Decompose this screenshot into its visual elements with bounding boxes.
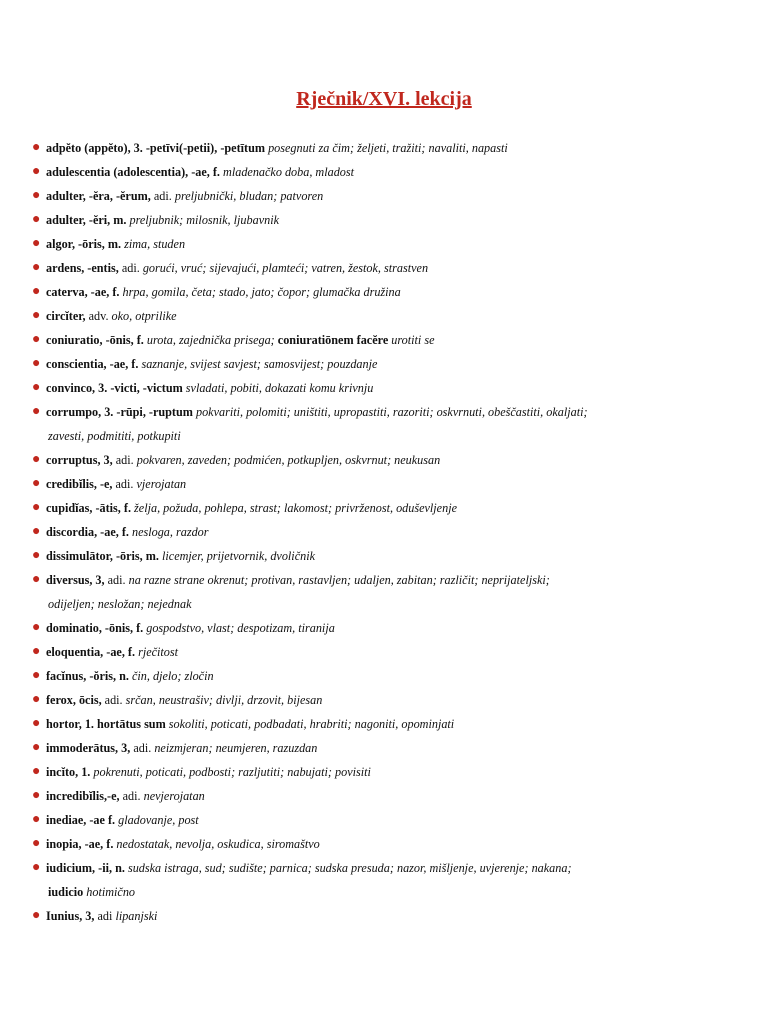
translation: pokvaren, zaveden; podmićen, potkupljen, oskvrnut; neukusan bbox=[136, 453, 441, 467]
bullet-icon: ● bbox=[32, 332, 41, 347]
bullet-icon: ● bbox=[32, 380, 41, 395]
headword: credibĭlis, -e, bbox=[46, 477, 113, 491]
grammar-tag: adi. bbox=[104, 693, 123, 707]
vocabulary-entry bbox=[30, 232, 720, 256]
vocabulary-entry bbox=[30, 352, 720, 376]
vocabulary-entry bbox=[30, 832, 720, 856]
bullet-icon: ● bbox=[32, 572, 41, 587]
translation: nedostatak, nevolja, oskudica, siromaštvo bbox=[116, 837, 320, 851]
vocabulary-entry bbox=[30, 856, 720, 904]
bullet-icon: ● bbox=[32, 620, 41, 635]
translation: preljubnik; milosnik, ljubavnik bbox=[129, 213, 279, 227]
phrase-translation: urotiti se bbox=[391, 333, 435, 347]
bullet-icon: ● bbox=[32, 668, 41, 683]
headword: ferox, ōcis, bbox=[46, 693, 102, 707]
headword: incredibĭlis,-e, bbox=[46, 789, 120, 803]
grammar-tag: adi bbox=[97, 909, 113, 923]
bullet-icon: ● bbox=[32, 140, 41, 155]
headword: facĭnus, -ŏris, n. bbox=[46, 669, 129, 683]
headword: iudicium, -ii, n. bbox=[46, 861, 125, 875]
vocabulary-entry bbox=[30, 184, 720, 208]
translation: mladenačko doba, mladost bbox=[223, 165, 355, 179]
bullet-icon: ● bbox=[32, 284, 41, 299]
vocabulary-list bbox=[30, 136, 720, 928]
translation: svladati, pobiti, dokazati komu krivnju bbox=[185, 381, 374, 395]
headword: corrumpo, 3. -rūpi, -ruptum bbox=[46, 405, 193, 419]
bullet-icon: ● bbox=[32, 404, 41, 419]
bullet-icon: ● bbox=[32, 836, 41, 851]
translation: posegnuti za čim; željeti, tražiti; navaliti, napasti bbox=[268, 141, 508, 155]
bullet-icon: ● bbox=[32, 908, 41, 923]
headword: adulter, -ĕri, m. bbox=[46, 213, 127, 227]
vocabulary-entry bbox=[30, 808, 720, 832]
page-title: Rječnik/XVI. lekcija bbox=[296, 88, 472, 110]
continuation-line bbox=[46, 592, 720, 616]
bullet-icon: ● bbox=[32, 764, 41, 779]
vocabulary-entry bbox=[30, 208, 720, 232]
translation: pokvariti, polomiti; uništiti, upropastiti, razoriti; oskvrnuti, obeščastiti, okaljati; bbox=[195, 405, 588, 419]
translation-continued: odijeljen; nesložan; nejednak bbox=[48, 597, 192, 611]
vocabulary-entry bbox=[30, 712, 720, 736]
bullet-icon: ● bbox=[32, 260, 41, 275]
grammar-tag: adi. bbox=[115, 477, 134, 491]
translation: sudska istraga, sud; sudište; parnica; sudska presuda; nazor, mišljenje, uvjerenje; nakana; bbox=[127, 861, 572, 875]
vocabulary-entry bbox=[30, 736, 720, 760]
headword: eloquentia, -ae, f. bbox=[46, 645, 136, 659]
vocabulary-entry bbox=[30, 616, 720, 640]
translation: nesloga, razdor bbox=[131, 525, 209, 539]
translation: gladovanje, post bbox=[118, 813, 199, 827]
vocabulary-entry bbox=[30, 160, 720, 184]
vocabulary-entry bbox=[30, 376, 720, 400]
translation: zima, studen bbox=[124, 237, 186, 251]
translation: preljubnički, bludan; patvoren bbox=[174, 189, 324, 203]
headword: adpĕto (appĕto), 3. -petīvi(-petii), -petītum bbox=[46, 141, 266, 155]
vocabulary-entry bbox=[30, 496, 720, 520]
headword: hortor, 1. hortātus sum bbox=[46, 717, 166, 731]
translation: želja, požuda, pohlepa, strast; lakomost; privrženost, oduševljenje bbox=[134, 501, 457, 515]
continuation-line bbox=[46, 880, 720, 904]
translation: nevjerojatan bbox=[143, 789, 205, 803]
vocabulary-entry bbox=[30, 640, 720, 664]
translation: oko, otprilike bbox=[111, 309, 177, 323]
vocabulary-entry bbox=[30, 328, 720, 352]
translation: gorući, vruć; sijevajući, plamteći; vatren, žestok, strastven bbox=[142, 261, 429, 275]
bullet-icon: ● bbox=[32, 164, 41, 179]
translation: urota, zajednička prisega; bbox=[146, 333, 275, 347]
bullet-icon: ● bbox=[32, 740, 41, 755]
bullet-icon: ● bbox=[32, 212, 41, 227]
headword: algor, -ōris, m. bbox=[46, 237, 122, 251]
grammar-tag: adi. bbox=[121, 261, 140, 275]
translation: srčan, neustrašiv; divlji, drzovit, bijesan bbox=[125, 693, 323, 707]
bullet-icon: ● bbox=[32, 788, 41, 803]
bullet-icon: ● bbox=[32, 452, 41, 467]
headword: adulescentia (adolescentia), -ae, f. bbox=[46, 165, 220, 179]
vocabulary-entry bbox=[30, 784, 720, 808]
phrase: iudicio bbox=[48, 885, 84, 899]
translation-continued: zavesti, podmititi, potkupiti bbox=[48, 429, 181, 443]
grammar-tag: adi. bbox=[107, 573, 126, 587]
headword: inediae, -ae f. bbox=[46, 813, 116, 827]
phrase: coniuratiōnem facĕre bbox=[277, 333, 389, 347]
headword: adulter, -ĕra, -ĕrum, bbox=[46, 189, 151, 203]
bullet-icon: ● bbox=[32, 236, 41, 251]
translation: neizmjeran; neumjeren, razuzdan bbox=[154, 741, 318, 755]
grammar-tag: adi. bbox=[133, 741, 152, 755]
headword: incĭto, 1. bbox=[46, 765, 91, 779]
translation: čin, djelo; zločin bbox=[132, 669, 214, 683]
headword: caterva, -ae, f. bbox=[46, 285, 120, 299]
translation-continued: hotimično bbox=[86, 885, 136, 899]
headword: conscientia, -ae, f. bbox=[46, 357, 139, 371]
grammar-tag: adv. bbox=[88, 309, 109, 323]
bullet-icon: ● bbox=[32, 476, 41, 491]
translation: saznanje, svijest savjest; samosvijest; pouzdanje bbox=[141, 357, 378, 371]
translation: lipanjski bbox=[115, 909, 158, 923]
translation: sokoliti, poticati, podbadati, hrabriti; nagoniti, opominjati bbox=[168, 717, 455, 731]
vocabulary-entry bbox=[30, 256, 720, 280]
vocabulary-entry bbox=[30, 760, 720, 784]
headword: diversus, 3, bbox=[46, 573, 105, 587]
grammar-tag: adi. bbox=[122, 789, 141, 803]
vocabulary-entry bbox=[30, 664, 720, 688]
translation: licemjer, prijetvornik, dvoličnik bbox=[162, 549, 315, 563]
translation: vjerojatan bbox=[136, 477, 187, 491]
bullet-icon: ● bbox=[32, 644, 41, 659]
headword: coniuratio, -ōnis, f. bbox=[46, 333, 144, 347]
bullet-icon: ● bbox=[32, 548, 41, 563]
headword: inopia, -ae, f. bbox=[46, 837, 114, 851]
bullet-icon: ● bbox=[32, 500, 41, 515]
vocabulary-entry bbox=[30, 520, 720, 544]
continuation-line bbox=[46, 424, 720, 448]
translation: rječitost bbox=[138, 645, 179, 659]
translation: na razne strane okrenut; protivan, rastavljen; udaljen, zabitan; različit; neprijateljski; bbox=[128, 573, 550, 587]
headword: dissimulātor, -ōris, m. bbox=[46, 549, 159, 563]
bullet-icon: ● bbox=[32, 188, 41, 203]
vocabulary-entry bbox=[30, 136, 720, 160]
headword: discordia, -ae, f. bbox=[46, 525, 129, 539]
headword: ardens, -entis, bbox=[46, 261, 119, 275]
bullet-icon: ● bbox=[32, 356, 41, 371]
headword: Iunius, 3, bbox=[46, 909, 95, 923]
headword: convinco, 3. -victi, -victum bbox=[46, 381, 183, 395]
headword: corruptus, 3, bbox=[46, 453, 113, 467]
vocabulary-entry bbox=[30, 280, 720, 304]
bullet-icon: ● bbox=[32, 860, 41, 875]
vocabulary-entry bbox=[30, 544, 720, 568]
headword: immoderātus, 3, bbox=[46, 741, 131, 755]
vocabulary-entry bbox=[30, 688, 720, 712]
bullet-icon: ● bbox=[32, 308, 41, 323]
vocabulary-entry bbox=[30, 304, 720, 328]
bullet-icon: ● bbox=[32, 692, 41, 707]
headword: dominatio, -ōnis, f. bbox=[46, 621, 144, 635]
translation: hrpa, gomila, četa; stado, jato; čopor; glumačka družina bbox=[122, 285, 401, 299]
vocabulary-entry bbox=[30, 448, 720, 472]
grammar-tag: adi. bbox=[153, 189, 172, 203]
bullet-icon: ● bbox=[32, 716, 41, 731]
translation: pokrenuti, poticati, podbosti; razljutiti; nabujati; povisiti bbox=[93, 765, 371, 779]
headword: cupidĭas, -ātis, f. bbox=[46, 501, 131, 515]
vocabulary-entry bbox=[30, 904, 720, 928]
grammar-tag: adi. bbox=[115, 453, 134, 467]
vocabulary-entry bbox=[30, 400, 720, 448]
vocabulary-entry bbox=[30, 472, 720, 496]
headword: circĭter, bbox=[46, 309, 86, 323]
bullet-icon: ● bbox=[32, 524, 41, 539]
bullet-icon: ● bbox=[32, 812, 41, 827]
vocabulary-entry bbox=[30, 568, 720, 616]
translation: gospodstvo, vlast; despotizam, tiranija bbox=[146, 621, 335, 635]
